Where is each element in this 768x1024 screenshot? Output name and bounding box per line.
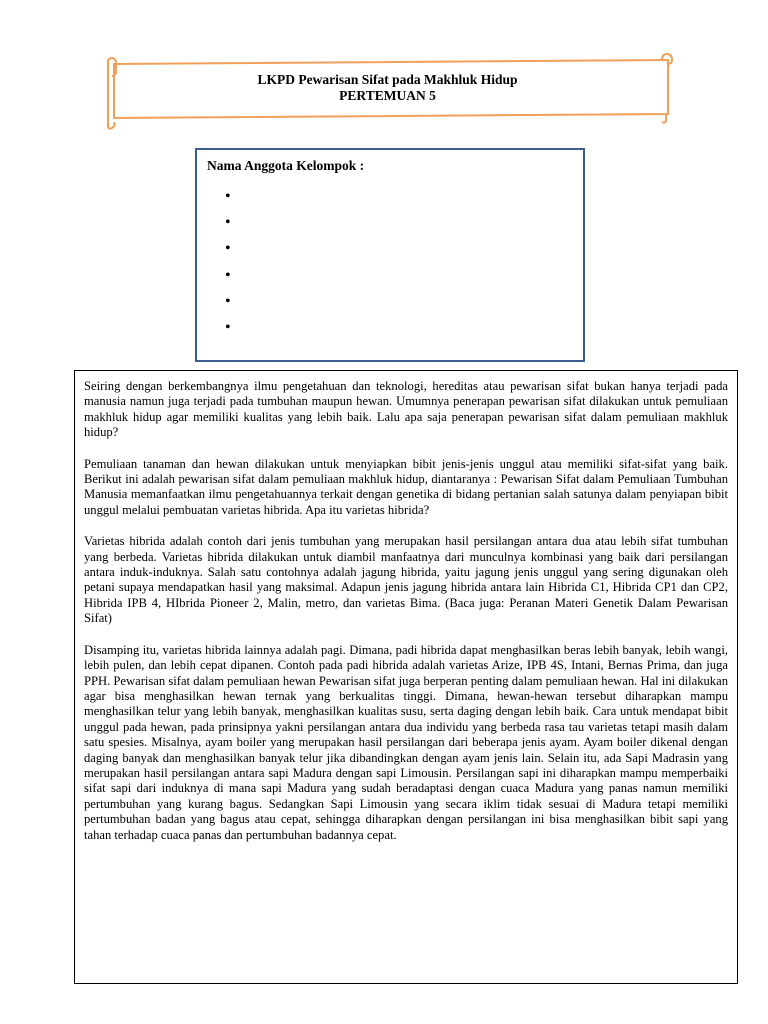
group-members-box xyxy=(195,148,585,362)
members-title: Nama Anggota Kelompok : xyxy=(207,158,365,173)
reading-passage-box xyxy=(74,370,738,984)
paragraph-intro: Seiring dengan berkembangnya ilmu pengetahuan dan teknologi, hereditas atau pewarisan sifat bukan hanya terjadi pada manusia namun juga terjadi pada tumbuhan maupun hewan. Umumnya penerapan pewarisan sifat dilakukan untuk pemuliaan makhluk hidup agar memiliki kualitas yang lebih baik. Lalu apa saja penerapan pewarisan sifat dalam pemuliaan makhluk hidup? xyxy=(84,379,728,440)
paragraph-pemuliaan: Pemuliaan tanaman dan hewan dilakukan untuk menyiapkan bibit jenis-jenis unggul atau memiliki sifat-sifat yang baik. Berikut ini adalah pewarisan sifat dalam pemuliaan makhluk hidup, diantaranya : Pewarisan Sifat dalam Pemuliaan Tumbuhan Manusia memanfaatkan ilmu pengetahuannya terkait dengan genetika di bidang pertanian salah satunya dalam penyiapan bibit unggul melalui pembuatan varietas hibrida. Apa itu varietas hibrida? xyxy=(84,456,728,517)
member-entry[interactable] xyxy=(225,210,231,236)
banner-title-block xyxy=(100,72,675,104)
member-entry[interactable] xyxy=(225,289,231,315)
member-entry[interactable] xyxy=(225,263,231,289)
title-banner xyxy=(100,52,675,132)
members-bullet-list xyxy=(225,184,231,341)
member-entry[interactable] xyxy=(225,184,231,210)
paragraph-padi-hewan: Disamping itu, varietas hibrida lainnya adalah pagi. Dimana, padi hibrida dapat menghasilkan beras lebih banyak, lebih wangi, lebih pulen, dan lebih cepat dipanen. Contoh pada padi hibrida adalah varietas Arize, IPB 4S, Intani, Bernas Prima, dan juga PPH. Pewarisan sifat dalam pemuliaan hewan Pewarisan sifat juga berperan penting dalam pemuliaan hewan. Hal ini dilakukan agar bisa menghasilkan hewan ternak yang berkualitas tinggi. Dimana, hewan-hewan tersebut diharapkan mampu menghasilkan telur yang lebih banyak, menghasilkan kualitas susu, serta daging dengan lebih baik. Cara untuk mendapat bibit unggul pada hewan, pada prinsipnya yakni persilangan antara dua individu yang berbeda rasa tau varietas tetapi masih dalam satu spesies. Misalnya, ayam boiler yang merupakan hasil persilangan dari beberapa jenis ayam. Ayam boiler dikenal dengan daging banyak dan menghasilkan banyak telur jika dibandingkan dengan ayam jenis lain. Selain itu, ada Sapi Madrasin yang merupakan hasil persilangan antara sapi Madura dengan sapi Limousin. Persilangan sapi ini diharapkan mampu memperbaiki sifat sapi dari induknya di mana sapi Madura yang sudah beradaptasi dengan cuaca Madura yang panas namun memiliki pertumbuhan yang kurang bagus. Sedangkan Sapi Limousin yang secara iklim tidak sesuai di Madura tetapi memiliki pertumbuhan badan yang bagus atau cepat, sehingga diharapkan dengan persilangan ini bisa menghasilkan bibit sapi yang tahan terhadap cuaca panas dan pertumbuhan badannya cepat. xyxy=(84,642,728,842)
member-entry[interactable] xyxy=(225,315,231,341)
paragraph-varietas-hibrida: Varietas hibrida adalah contoh dari jenis tumbuhan yang merupakan hasil persilangan antara dua atau lebih sifat tumbuhan yang berbeda. Varietas hibrida dilakukan untuk diambil manfaatnya dari munculnya kombinasi yang baik dari persilangan antara induk-induknya. Salah satu contohnya adalah jagung hibrida, yaitu jagung jenis unggul yang sering digunakan oleh petani supaya mendapatkan hasil yang maksimal. Adapun jenis jagung hibrida antara lain Hibrida C1, Hibrida CP1 dan CP2, Hibrida IPB 4, HIbrida Pioneer 2, Malin, metro, dan varietas Bima. (Baca juga: Peranan Materi Genetik Dalam Pewarisan Sifat) xyxy=(84,534,728,626)
document-title: LKPD Pewarisan Sifat pada Makhluk Hidup xyxy=(257,72,518,87)
member-entry[interactable] xyxy=(225,236,231,262)
meeting-label: PERTEMUAN 5 xyxy=(339,88,436,103)
